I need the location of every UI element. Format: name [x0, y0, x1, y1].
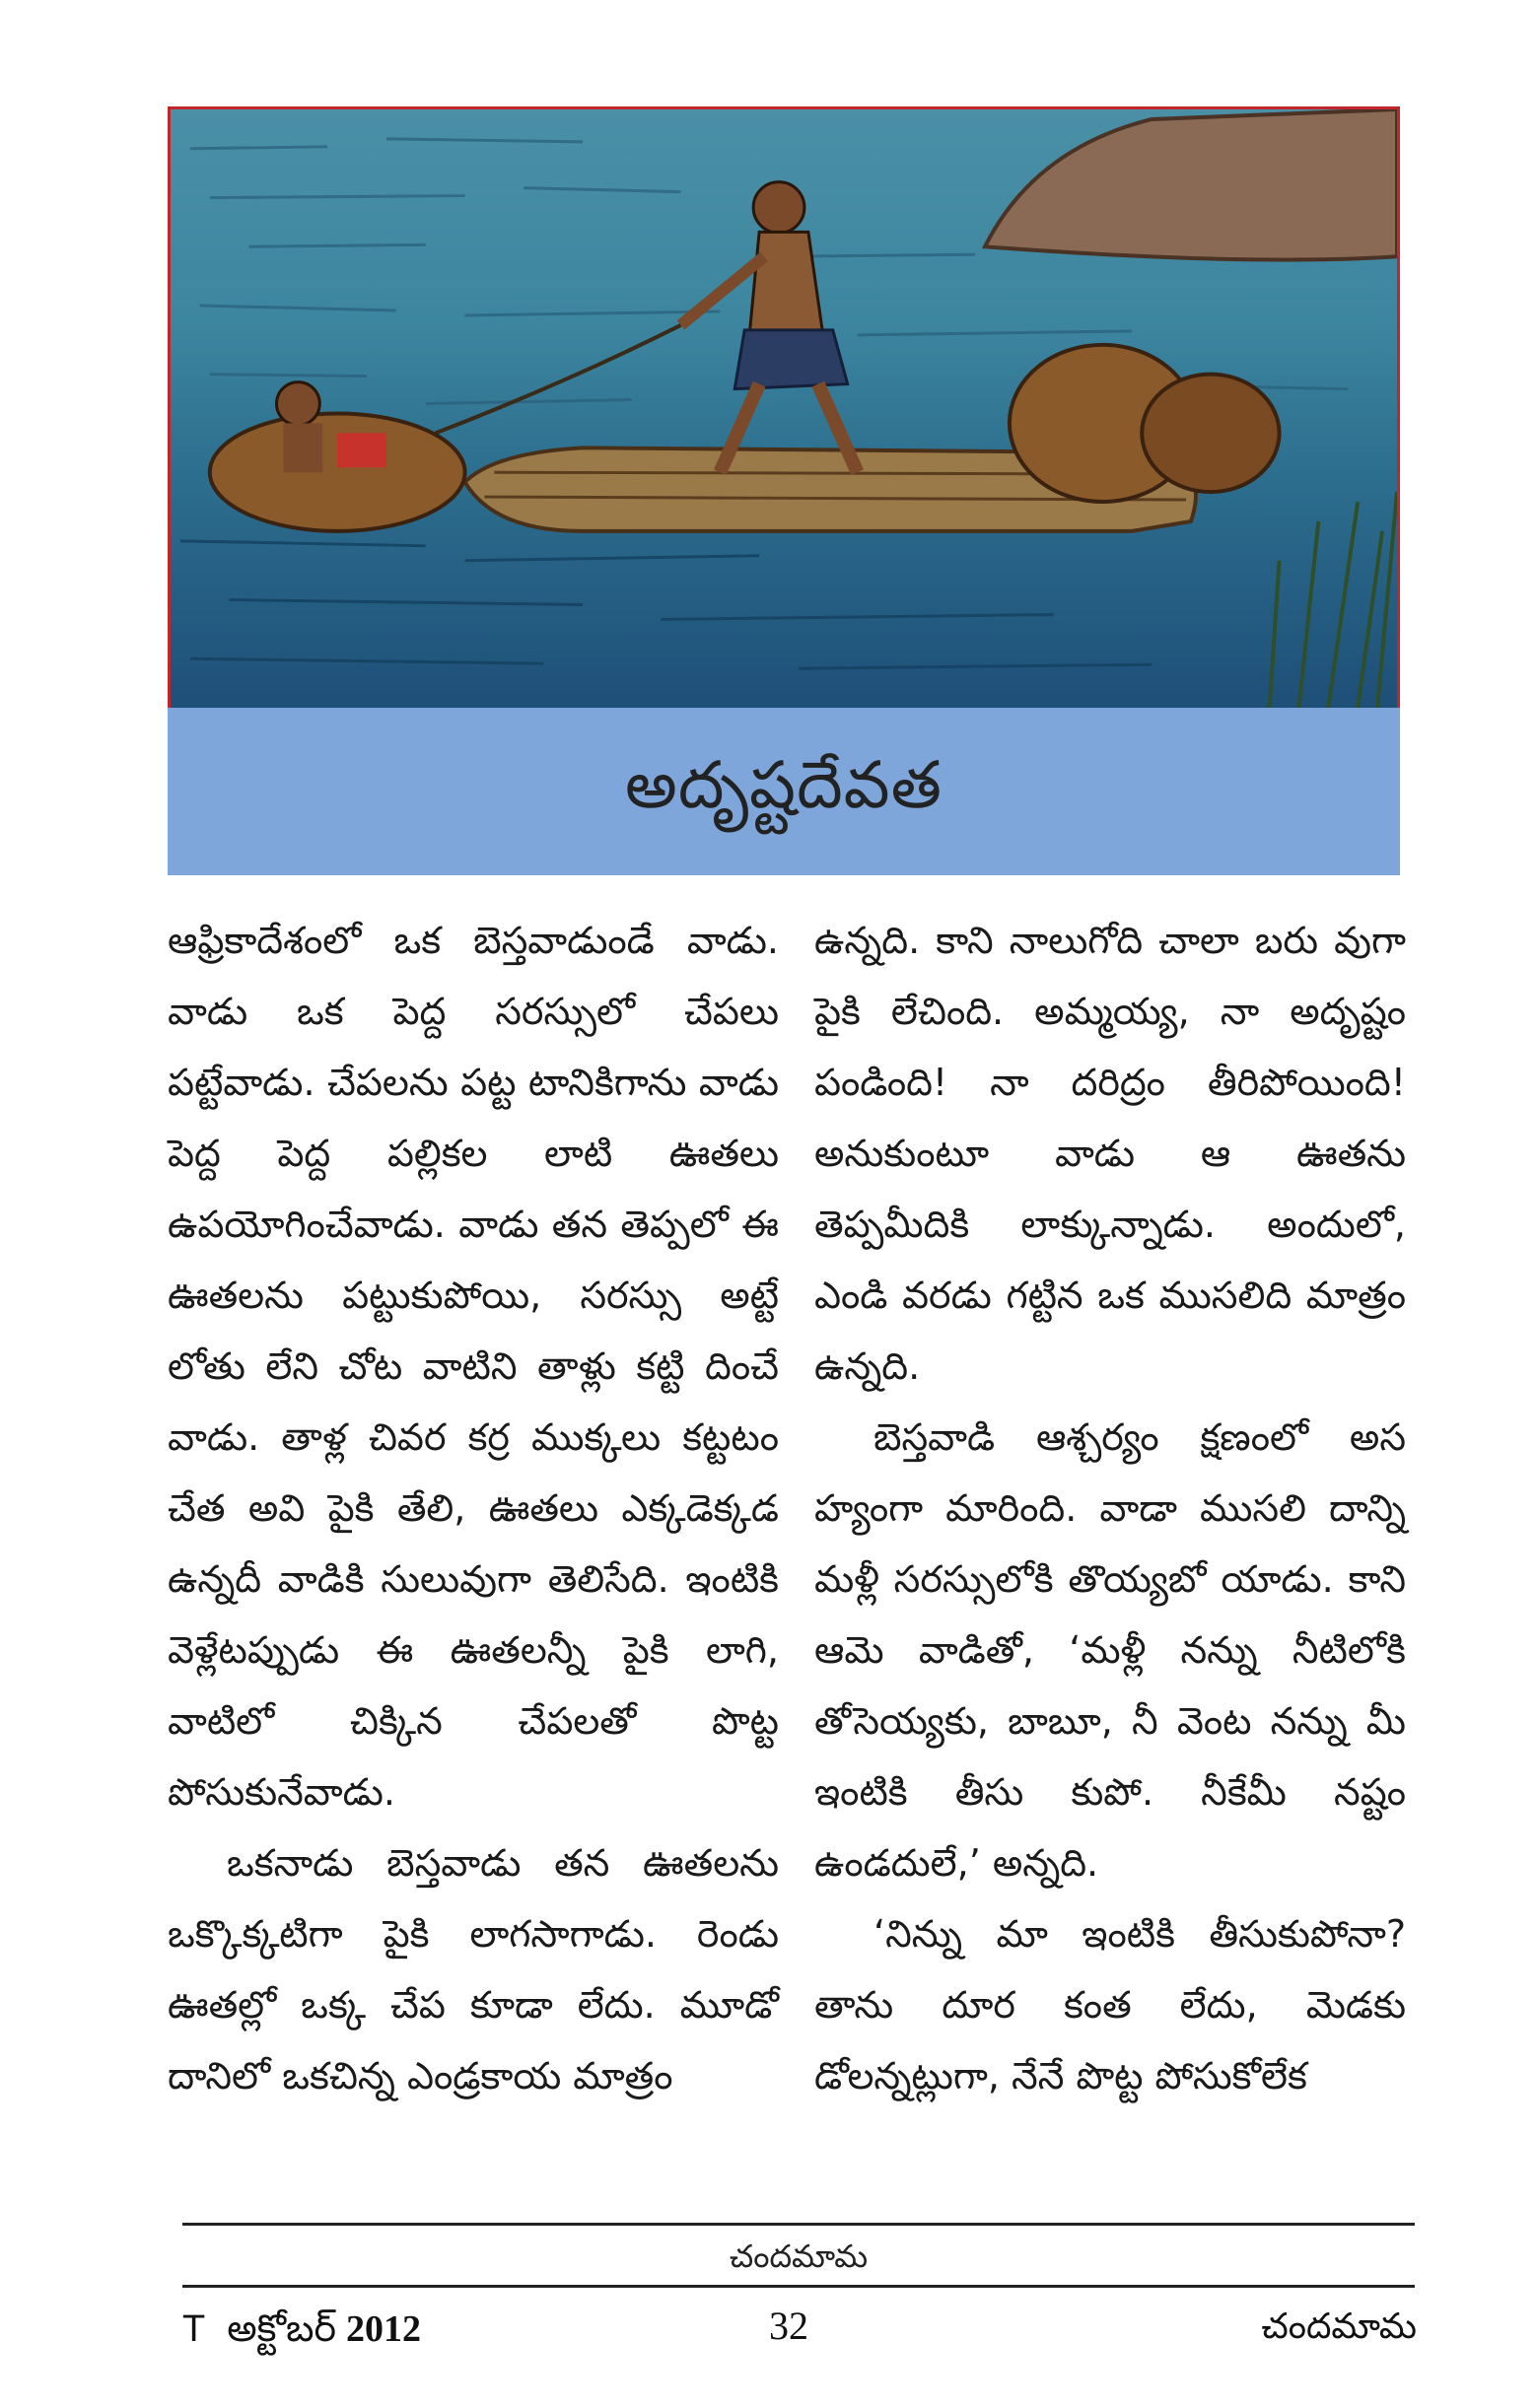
footer-month: అక్టోబర్	[227, 2306, 336, 2350]
left-column	[168, 905, 779, 2111]
footer-rule-top	[182, 2223, 1415, 2226]
fisherman-on-raft-illustration	[171, 109, 1397, 708]
paragraph: ఉన్నది. కాని నాలుగోది చాలా బరు వుగా పైకి లేచింది. అమ్మయ్య, నా అదృష్టం పండింది! నా దరిద్రం తీరిపోయింది! అనుకుంటూ వాడు ఆ ఊతను తెప్పమీదికి లాక్కున్నాడు. అందులో, ఎండి వరడు గట్టిన ఒక ముసలిది మాత్రం ఉన్నది.	[814, 919, 1406, 1388]
story-illustration	[168, 106, 1400, 708]
footer-rule-bottom	[182, 2285, 1415, 2288]
paragraph: ఒకనాడు బెస్తవాడు తన ఊతలను ఒక్కొక్కటిగా పైకి లాగసాగాడు. రెండు ఊతల్లో ఒక్క చేప కూడా లేదు. మూడో దానిలో ఒకచిన్న ఎండ్రకాయ మాత్రం	[168, 1841, 779, 2098]
footer-date	[182, 2306, 421, 2360]
footer-year: 2012	[346, 2308, 421, 2350]
paragraph: ‘నిన్ను మా ఇంటికి తీసుకుపోనా? తాను దూర కంత లేదు, మెడకు డోలన్నట్లుగా, నేనే పొట్ట పోసుకోలేక	[814, 1912, 1406, 2098]
footer-marker: T	[182, 2308, 206, 2350]
right-column	[814, 905, 1406, 2111]
paragraph: బెస్తవాడి ఆశ్చర్యం క్షణంలో అస హ్యంగా మారింది. వాడా ముసలి దాన్ని మళ్లీ సరస్సులోకి తొయ్యబో యాడు. కాని ఆమె వాడితో, ‘మళ్లీ నన్ను నీటిలోకి తోసెయ్యకు, బాబూ, నీ వెంట నన్ను మీ ఇంటికి తీసు కుపో. నీకేమీ నష్టం ఉండదులే,’ అన్నది.	[814, 1415, 1406, 1885]
magazine-name: చందమామ	[1261, 2306, 1417, 2347]
page-number: 32	[769, 2304, 808, 2348]
title-band	[168, 708, 1400, 875]
story-title: అదృష్టదేవత	[625, 747, 943, 823]
paragraph: ఆఫ్రికాదేశంలో ఒక బెస్తవాడుండే వాడు. వాడు ఒక పెద్ద సరస్సులో చేపలు పట్టేవాడు. చేపలను పట్ట టానికిగాను వాడు పెద్ద పెద్ద పల్లికల లాటి ఊతలు ఉపయోగించేవాడు. వాడు తన తెప్పలో ఈ ఊతలను పట్టుకుపోయి, సరస్సు అట్టే లోతు లేని చోట వాటిని తాళ్లు కట్టి దించే వాడు. తాళ్ల చివర కర్ర ముక్కలు కట్టటం చేత అవి పైకి తేలి, ఊతలు ఎక్కడెక్కడ ఉన్నదీ వాడికి సులువుగా తెలిసేది. ఇంటికి వెళ్లేటప్పుడు ఈ ఊతలన్నీ పైకి లాగి, వాటిలో చిక్కిన చేపలతో పొట్ట పోసుకునేవాడు.	[168, 919, 779, 1814]
running-title: చందమామ	[729, 2237, 869, 2275]
